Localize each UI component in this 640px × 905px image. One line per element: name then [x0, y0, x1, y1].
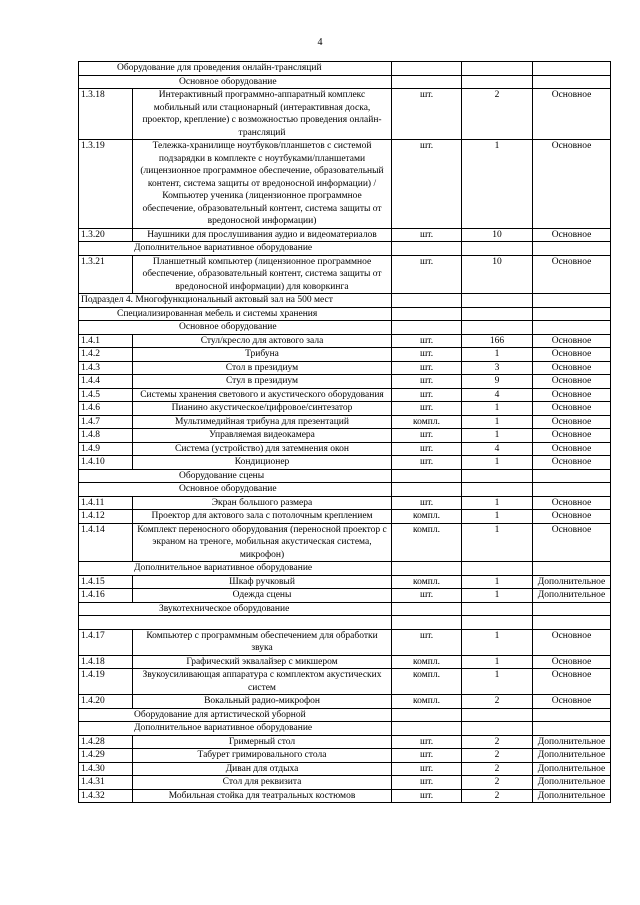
empty-cell [392, 483, 462, 497]
item-unit: шт. [392, 442, 462, 456]
section-label: Основное оборудование [79, 75, 392, 89]
item-type: Основное [533, 456, 611, 470]
item-number: 1.4.7 [79, 415, 133, 429]
item-unit: компл. [392, 415, 462, 429]
section-row [79, 483, 611, 497]
section-row [79, 562, 611, 576]
empty-cell [533, 307, 611, 321]
item-number: 1.4.6 [79, 402, 133, 416]
item-name: Интерактивный программно-аппаратный комплекс мобильный или стационарный (интерактивная доска, проектор, крепление) с возможностью проведения онлайн-трансляций [133, 89, 392, 140]
section-label: Оборудование для проведения онлайн-трансляций [79, 62, 392, 76]
table-row [79, 510, 611, 524]
item-name: Диван для отдыха [133, 762, 392, 776]
item-type: Основное [533, 523, 611, 562]
item-quantity: 1 [462, 140, 533, 229]
empty-cell [462, 616, 533, 630]
empty-cell [392, 294, 462, 308]
empty-cell [392, 708, 462, 722]
empty-cell [462, 62, 533, 76]
item-unit: шт. [392, 228, 462, 242]
item-quantity: 2 [462, 735, 533, 749]
empty-cell [392, 602, 462, 616]
item-number: 1.4.2 [79, 348, 133, 362]
item-type: Дополнительное [533, 789, 611, 803]
item-unit: компл. [392, 695, 462, 709]
item-type: Основное [533, 348, 611, 362]
item-name: Компьютер с программным обеспечением для обработки звука [133, 629, 392, 655]
empty-cell [462, 562, 533, 576]
table-row [79, 415, 611, 429]
empty-cell [533, 294, 611, 308]
item-unit: шт. [392, 402, 462, 416]
empty-cell [462, 722, 533, 736]
item-quantity: 1 [462, 669, 533, 695]
empty-cell [462, 708, 533, 722]
item-quantity: 1 [462, 429, 533, 443]
item-unit: шт. [392, 496, 462, 510]
item-name: Трибуна [133, 348, 392, 362]
item-quantity: 1 [462, 510, 533, 524]
section-row [79, 62, 611, 76]
section-label: Подраздел 4. Многофункциональный актовый зал на 500 мест [79, 294, 392, 308]
item-unit: шт. [392, 789, 462, 803]
table-row [79, 388, 611, 402]
table-row [79, 361, 611, 375]
item-quantity: 2 [462, 762, 533, 776]
empty-cell [392, 242, 462, 256]
equipment-table-body [79, 62, 611, 803]
item-unit: компл. [392, 510, 462, 524]
empty-cell [79, 616, 392, 630]
item-name: Графический эквалайзер с микшером [133, 655, 392, 669]
section-row [79, 321, 611, 335]
table-row [79, 334, 611, 348]
item-type: Основное [533, 228, 611, 242]
item-name: Наушники для прослушивания аудио и видеоматериалов [133, 228, 392, 242]
item-name: Одежда сцены [133, 589, 392, 603]
item-type: Основное [533, 334, 611, 348]
item-quantity: 9 [462, 375, 533, 389]
item-type: Дополнительное [533, 575, 611, 589]
table-row [79, 140, 611, 229]
item-unit: шт. [392, 375, 462, 389]
item-type: Основное [533, 510, 611, 524]
item-type: Основное [533, 140, 611, 229]
empty-cell [392, 62, 462, 76]
section-label: Оборудование сцены [79, 469, 392, 483]
item-number: 1.4.28 [79, 735, 133, 749]
table-row [79, 348, 611, 362]
empty-cell [392, 616, 462, 630]
section-row [79, 722, 611, 736]
table-row [79, 429, 611, 443]
item-number: 1.4.10 [79, 456, 133, 470]
item-quantity: 1 [462, 415, 533, 429]
item-type: Основное [533, 375, 611, 389]
item-name: Планшетный компьютер (лицензионное программное обеспечение, образовательный контент, система защиты от вредоносной информации) для коворкинга [133, 255, 392, 294]
item-unit: шт. [392, 348, 462, 362]
item-name: Пианино акустическое/цифровое/синтезатор [133, 402, 392, 416]
item-type: Основное [533, 415, 611, 429]
item-number: 1.4.11 [79, 496, 133, 510]
table-row [79, 456, 611, 470]
item-number: 1.4.9 [79, 442, 133, 456]
item-type: Основное [533, 361, 611, 375]
item-name: Табурет гримировального стола [133, 749, 392, 763]
empty-cell [392, 307, 462, 321]
item-number: 1.4.3 [79, 361, 133, 375]
empty-cell [533, 562, 611, 576]
item-number: 1.4.8 [79, 429, 133, 443]
empty-cell [462, 469, 533, 483]
item-number: 1.4.18 [79, 655, 133, 669]
section-row [79, 75, 611, 89]
item-unit: шт. [392, 456, 462, 470]
section-row [79, 469, 611, 483]
section-label: Дополнительное вариативное оборудование [79, 562, 392, 576]
item-name: Система (устройство) для затемнения окон [133, 442, 392, 456]
page-number: 4 [317, 37, 323, 48]
item-name: Стул в президиум [133, 375, 392, 389]
table-row [79, 669, 611, 695]
item-quantity: 1 [462, 402, 533, 416]
item-name: Экран большого размера [133, 496, 392, 510]
section-label: Звукотехническое оборудование [79, 602, 392, 616]
item-quantity: 2 [462, 789, 533, 803]
item-quantity: 1 [462, 575, 533, 589]
item-type: Основное [533, 402, 611, 416]
item-name: Проектор для актового зала с потолочным креплением [133, 510, 392, 524]
item-number: 1.4.14 [79, 523, 133, 562]
table-row [79, 695, 611, 709]
item-number: 1.4.19 [79, 669, 133, 695]
table-row [79, 442, 611, 456]
item-type: Основное [533, 255, 611, 294]
empty-cell [533, 616, 611, 630]
table-row [79, 789, 611, 803]
item-number: 1.3.20 [79, 228, 133, 242]
table-row [79, 589, 611, 603]
table-row [79, 575, 611, 589]
item-number: 1.4.12 [79, 510, 133, 524]
empty-cell [533, 75, 611, 89]
equipment-table [78, 61, 611, 803]
item-type: Дополнительное [533, 762, 611, 776]
empty-cell [462, 483, 533, 497]
item-name: Мультимедийная трибуна для презентаций [133, 415, 392, 429]
section-row [79, 307, 611, 321]
item-type: Дополнительное [533, 735, 611, 749]
table-row [79, 762, 611, 776]
table-row [79, 629, 611, 655]
item-name: Системы хранения светового и акустического оборудования [133, 388, 392, 402]
item-type: Основное [533, 669, 611, 695]
empty-cell [462, 307, 533, 321]
section-label: Специализированная мебель и системы хранения [79, 307, 392, 321]
empty-cell [533, 602, 611, 616]
section-row [79, 602, 611, 616]
item-number: 1.4.4 [79, 375, 133, 389]
table-row [79, 402, 611, 416]
item-quantity: 10 [462, 255, 533, 294]
item-number: 1.3.19 [79, 140, 133, 229]
item-number: 1.4.29 [79, 749, 133, 763]
item-type: Основное [533, 496, 611, 510]
item-unit: компл. [392, 523, 462, 562]
item-type: Основное [533, 388, 611, 402]
table-row [79, 496, 611, 510]
empty-cell [462, 602, 533, 616]
item-type: Дополнительное [533, 589, 611, 603]
empty-cell [392, 469, 462, 483]
item-type: Основное [533, 655, 611, 669]
item-name: Шкаф ручковый [133, 575, 392, 589]
item-quantity: 2 [462, 89, 533, 140]
item-unit: шт. [392, 589, 462, 603]
item-name: Тележка-хранилище ноутбуков/планшетов с системой подзарядки в комплекте с ноутбуками/планшетами (лицензионное программное обеспечение, образовательный контент, система защиты от вредоносной информации) / Компьютер ученика (лицензионное программное обеспечение, образовательный контент, система защиты от вредоносной информации) [133, 140, 392, 229]
item-name: Мобильная стойка для театральных костюмов [133, 789, 392, 803]
empty-cell [533, 62, 611, 76]
empty-cell [533, 483, 611, 497]
item-quantity: 1 [462, 456, 533, 470]
item-quantity: 4 [462, 442, 533, 456]
item-number: 1.4.15 [79, 575, 133, 589]
item-quantity: 2 [462, 695, 533, 709]
item-unit: шт. [392, 89, 462, 140]
item-unit: компл. [392, 669, 462, 695]
item-type: Основное [533, 442, 611, 456]
item-number: 1.4.16 [79, 589, 133, 603]
item-unit: компл. [392, 655, 462, 669]
item-unit: шт. [392, 140, 462, 229]
item-quantity: 10 [462, 228, 533, 242]
table-row [79, 375, 611, 389]
item-unit: шт. [392, 429, 462, 443]
item-unit: шт. [392, 749, 462, 763]
item-quantity: 3 [462, 361, 533, 375]
item-name: Звукоусиливающая аппаратура с комплектом акустических систем [133, 669, 392, 695]
section-row [79, 708, 611, 722]
item-number: 1.4.30 [79, 762, 133, 776]
section-row [79, 242, 611, 256]
section-row [79, 294, 611, 308]
item-unit: шт. [392, 735, 462, 749]
item-unit: шт. [392, 762, 462, 776]
section-label: Основное оборудование [79, 321, 392, 335]
empty-cell [533, 708, 611, 722]
item-name: Гримерный стол [133, 735, 392, 749]
item-quantity: 1 [462, 523, 533, 562]
table-row [79, 228, 611, 242]
item-name: Стол в президиум [133, 361, 392, 375]
item-name: Стул/кресло для актового зала [133, 334, 392, 348]
item-number: 1.4.5 [79, 388, 133, 402]
item-name: Управляемая видеокамера [133, 429, 392, 443]
item-unit: шт. [392, 629, 462, 655]
item-unit: шт. [392, 776, 462, 790]
section-label: Оборудование для артистической уборной [79, 708, 392, 722]
item-number: 1.4.17 [79, 629, 133, 655]
table-row [79, 749, 611, 763]
empty-cell [533, 242, 611, 256]
item-name: Комплект переносного оборудования (переносной проектор с экраном на треноге, мобильная акустическая система, микрофон) [133, 523, 392, 562]
blank-row [79, 616, 611, 630]
item-quantity: 1 [462, 589, 533, 603]
empty-cell [462, 242, 533, 256]
empty-cell [462, 75, 533, 89]
item-quantity: 1 [462, 629, 533, 655]
item-number: 1.3.21 [79, 255, 133, 294]
item-quantity: 2 [462, 749, 533, 763]
item-quantity: 1 [462, 348, 533, 362]
empty-cell [533, 722, 611, 736]
item-quantity: 1 [462, 655, 533, 669]
empty-cell [392, 562, 462, 576]
empty-cell [392, 75, 462, 89]
empty-cell [533, 469, 611, 483]
item-name: Вокальный радио-микрофон [133, 695, 392, 709]
item-type: Основное [533, 695, 611, 709]
item-unit: шт. [392, 388, 462, 402]
item-type: Дополнительное [533, 749, 611, 763]
empty-cell [533, 321, 611, 335]
empty-cell [462, 294, 533, 308]
item-unit: шт. [392, 334, 462, 348]
empty-cell [462, 321, 533, 335]
item-quantity: 4 [462, 388, 533, 402]
empty-cell [392, 722, 462, 736]
item-number: 1.4.32 [79, 789, 133, 803]
item-number: 1.4.1 [79, 334, 133, 348]
item-name: Стол для реквизита [133, 776, 392, 790]
item-type: Основное [533, 89, 611, 140]
item-type: Основное [533, 429, 611, 443]
table-row [79, 655, 611, 669]
item-type: Дополнительное [533, 776, 611, 790]
item-unit: шт. [392, 361, 462, 375]
item-number: 1.4.31 [79, 776, 133, 790]
item-unit: шт. [392, 255, 462, 294]
table-row [79, 735, 611, 749]
item-quantity: 166 [462, 334, 533, 348]
item-quantity: 1 [462, 496, 533, 510]
item-quantity: 2 [462, 776, 533, 790]
table-row [79, 89, 611, 140]
empty-cell [392, 321, 462, 335]
section-label: Дополнительное вариативное оборудование [79, 242, 392, 256]
item-number: 1.3.18 [79, 89, 133, 140]
table-row [79, 776, 611, 790]
section-label: Основное оборудование [79, 483, 392, 497]
section-label: Дополнительное вариативное оборудование [79, 722, 392, 736]
item-name: Кондиционер [133, 456, 392, 470]
table-row [79, 523, 611, 562]
item-unit: компл. [392, 575, 462, 589]
item-type: Основное [533, 629, 611, 655]
table-row [79, 255, 611, 294]
item-number: 1.4.20 [79, 695, 133, 709]
